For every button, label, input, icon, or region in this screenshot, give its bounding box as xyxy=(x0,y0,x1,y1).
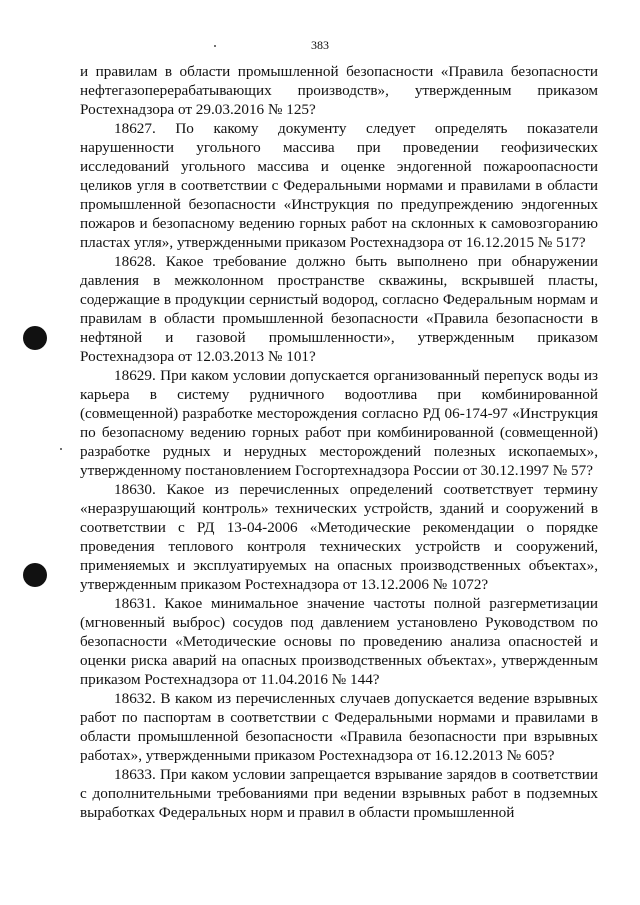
question-paragraph: 18633. При каком условии запрещается взрывание зарядов в соответствии с дополнительными требованиями при ведении взрывных работ в подземных выработках Федеральных норм и правил в области промышленной xyxy=(80,766,598,821)
scan-speck xyxy=(214,45,216,47)
document-body xyxy=(80,62,598,822)
punch-hole xyxy=(23,563,47,587)
question-paragraph: 18632. В каком из перечисленных случаев допускается ведение взрывных работ по паспортам в соответствии с Федеральными нормами и правилами в области промышленной безопасности «Правила безопасности при взрывных работах», утвержденными приказом Ростехнадзора от 16.12.2013 № 605? xyxy=(80,690,598,764)
question-paragraph: 18630. Какое из перечисленных определений соответствует термину «неразрушающий контроль» технических устройств, зданий и сооружений в соответствии с РД 13-04-2006 «Методические рекомендации о порядке проведения теплового контроля технических устройств и сооружений, применяемых и эксплуатируемых на опасных производственных объектах», утвержденным приказом Ростехнадзора от 13.12.2006 № 1072? xyxy=(80,481,598,593)
punch-hole xyxy=(23,326,47,350)
question-paragraph: и правилам в области промышленной безопасности «Правила безопасности нефтегазоперерабатывающих производств», утвержденным приказом Ростехнадзора от 29.03.2016 № 125? xyxy=(80,63,598,118)
question-paragraph: 18629. При каком условии допускается организованный перепуск воды из карьера в систему рудничного водоотлива при комбинированной (совмещенной) разработке месторождения согласно РД 06-174-97 «Инструкция по безопасному ведению горных работ при комбинированной (совмещенной) разработке рудных и нерудных месторождений полезных ископаемых», утвержденному постановлением Госгортехнадзора России от 30.12.1997 № 57? xyxy=(80,367,598,479)
question-paragraph: 18627. По какому документу следует определять показатели нарушенности угольного массива при проведении геофизических исследований угольного массива и оценке эндогенной пожароопасности целиков угля в соответствии с Федеральными нормами и правилами в области промышленной безопасности «Инструкция по предупреждению эндогенных пожаров и безопасному ведению горных работ на склонных к самовозгоранию пластах угля», утвержденными приказом Ростехнадзора от 16.12.2015 № 517? xyxy=(80,120,598,251)
question-paragraph: 18628. Какое требование должно быть выполнено при обнаружении давления в межколонном пространстве скважины, вскрывшей пласты, содержащие в продукции сернистый водород, согласно Федеральным нормам и правилам в области промышленной безопасности «Правила безопасности в нефтяной и газовой промышленности», утвержденным приказом Ростехнадзора от 12.03.2013 № 101? xyxy=(80,253,598,365)
page-number: 383 xyxy=(311,38,329,52)
scan-speck xyxy=(60,448,62,450)
question-paragraph: 18631. Какое минимальное значение частоты полной разгерметизации (мгновенный выброс) сосудов под давлением установлено Руководством по безопасности «Методические основы по проведению анализа опасностей и оценки риска аварий на опасных производственных объектах», утвержденным приказом Ростехнадзора от 11.04.2016 № 144? xyxy=(80,595,598,688)
